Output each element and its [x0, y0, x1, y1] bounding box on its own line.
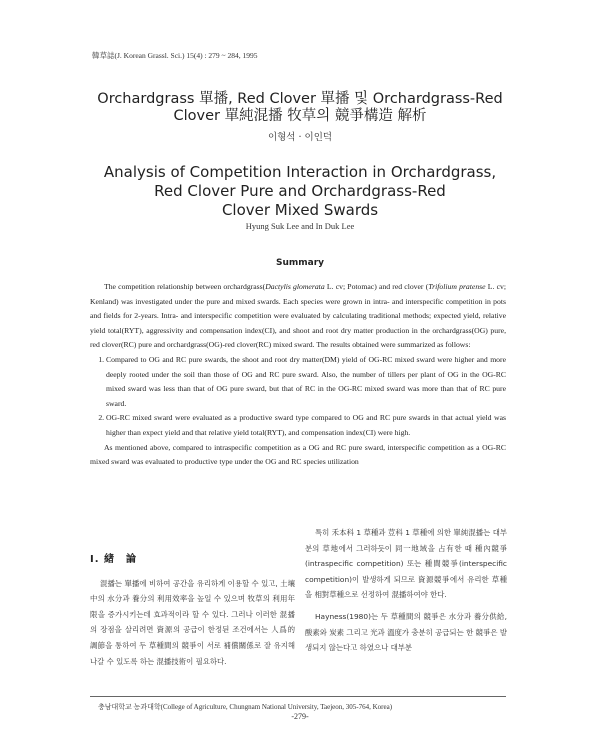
summary-heading: Summary — [275, 258, 325, 268]
summary-result-2: 2. OG-RC mixed sward were evaluated as a productive sward type compared to OG and RC pure swards in that actual yield was higher than expect yield and that relative yield total(RYT), and compensation index(CI) were high. — [106, 411, 506, 440]
footnote-rule — [90, 696, 506, 697]
summary-intro-text-2: L. cv; Potomac) and red clover ( — [324, 282, 429, 291]
summary-intro — [90, 280, 506, 353]
korean-title-line-1: Orchardgrass 單播, Red Clover 單播 및 Orchardgrass-Red — [97, 91, 503, 107]
species-name-orchardgrass: Dactylis glomerata — [265, 282, 325, 291]
summary-body — [90, 280, 506, 470]
summary-intro-text-3: L. cv; Kenland) was investigated under the pure and mixed swards. Each species were grown in intra- and interspecific competition in pots and fields for 2-years. Intra- and interspecific competition were evaluated by calculating traditional methods; expected yield, relative yield total(RYT), aggressivity and compensation index(CI), and shoot and root dry matter production in the orchardgrass(OG) pure, red clover(RC) pure and orchardgrass(OG)-red clover(RC) mixed sward. The results obtained were summarized as follows: — [90, 282, 506, 350]
affiliation-footnote: 충남대학교 농과대학(College of Agriculture, Chungnam National University, Taejeon, 305-764, Korea) — [98, 703, 393, 711]
english-title-line-2: Red Clover Pure and Orchardgrass-Red — [154, 182, 446, 200]
summary-results-list — [90, 353, 506, 441]
summary-intro-text-1: The competition relationship between orchardgrass( — [104, 282, 266, 291]
introduction-left-column — [90, 552, 295, 669]
summary-result-1: 1. Compared to OG and RC pure swards, the shoot and root dry matter(DM) yield of OG-RC mixed sward were higher and more deeply rooted under the soil than those of OG and RC pure sward. Also, the number of tillers per plant of OG in the OG-RC mixed sward was less than that of OG pure sward, but that of RC in the OG-RC mixed sward was more than that of RC pure sward. — [106, 353, 506, 411]
journal-reference: 韓草誌(J. Korean Grassl. Sci.) 15(4) : 279 ~ 284, 1995 — [92, 51, 258, 60]
korean-title-line-2: Clover 單純混播 牧草의 競爭構造 解析 — [173, 108, 427, 124]
introduction-paragraph-3: Hayness(1980)는 두 草種間의 競爭은 水分과 養分供給, 酸素와 炭素 그리고 光과 溫度가 충분히 공급되는 한 競爭은 발생되지 않는다고 하였으나 대부분 — [305, 611, 507, 653]
introduction-paragraph-2: 특히 禾本科 1 草種과 荳科 1 草種에 의한 單純混播는 대부분의 草地에서 그러하듯이 同一地域을 占有한 때 種內競爭(intraspecific competition) 또는 種間競爭(interspecific competition)이 발생하게 되므로 資源競爭에서 유리한 草種을 相對草種으로 선정하여 混播하여야 한다. — [305, 528, 507, 600]
species-name-red-clover: Trifolium pratense — [428, 282, 486, 291]
page-number: -279- — [291, 712, 309, 721]
introduction-paragraph-1: 混播는 單播에 비하여 공간을 유리하게 이용할 수 있고, 土壤中의 水分과 養分의 利用效率을 높일 수 있으며 牧草의 利用年限을 증가시키는데 효과적이라 할 수 있다. 그러나 이러한 混播의 장점을 살리려면 資源의 공급이 한정된 조건에서는 人爲的 調節을 통하여 두 草種間의 競爭이 서로 補償關係로 잘 유지해 나갈 수 있도록 하는 混播技術이 필요하다. — [90, 578, 295, 666]
introduction-heading: I. 緖 論 — [90, 554, 138, 565]
introduction-right-column — [305, 525, 507, 656]
english-title-line-3: Clover Mixed Swards — [221, 201, 379, 219]
korean-authors: 이형석 · 이인덕 — [267, 132, 333, 143]
english-title-line-1: Analysis of Competition Interaction in Orchardgrass, — [103, 163, 497, 181]
summary-closing: As mentioned above, compared to intraspecific competition as a OG and RC pure sward, interspecific competition as a OG-RC mixed sward was evaluated to productive type under the OG and RC species utilization — [90, 442, 506, 467]
english-authors: Hyung Suk Lee and In Duk Lee — [245, 221, 355, 231]
